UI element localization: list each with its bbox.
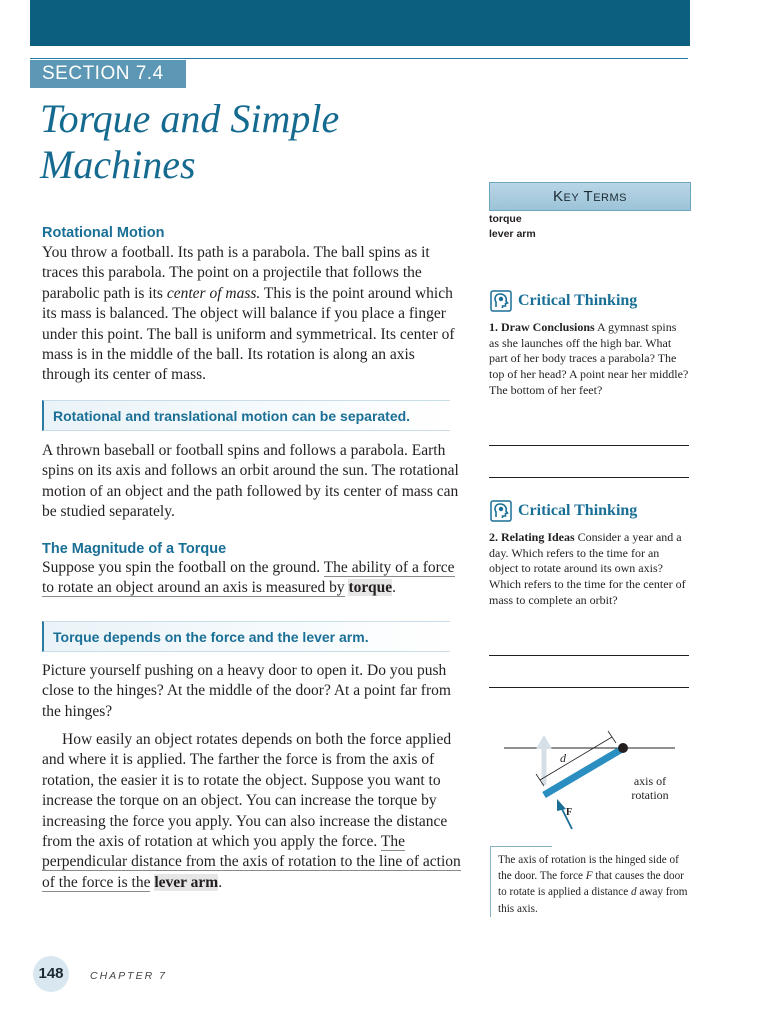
lever-arm-definition-underline: The perpendicular distance from the axis of rotation to the line of action of the force is the [42,833,461,891]
heading-rotational-motion: Rotational Motion [42,225,165,241]
critical-thinking-label: Critical Thinking [518,502,638,519]
key-term-list-item: lever arm [489,228,536,240]
door-torque-diagram [500,725,690,835]
force-arrowhead [557,799,566,811]
answer-line[interactable] [489,655,689,656]
critical-thinking-question: 1. Draw Conclusions A gymnast spins as she launches off the high bar. What part of her body traces a parabola? The top of her head? A point near her middle? The bottom of her feet? [489,320,689,397]
distance-label: d [560,751,566,765]
paragraph-torque-definition: Suppose you spin the football on the ground. The ability of a force to rotate an object around an axis is measured by torque. [42,559,455,597]
header-rule [30,58,688,59]
paragraph-door: Picture yourself pushing on a heavy door to open it. Do you push close to the hinges? At the middle of the door? At a point far from the hinges? [42,662,451,720]
axis-label: rotation [631,788,669,802]
key-terms-title: Key Terms [552,188,628,205]
answer-line[interactable] [489,687,689,688]
key-term-list-item: torque [489,213,522,225]
key-term-torque: torque [348,579,393,597]
hinge-pivot [618,743,628,753]
critical-thinking-question: 2. Relating Ideas Consider a year and a day. Which refers to the time for an object to rotate around its own axis? Which refers to the time for the center of mass to complete an orbit? [489,530,686,607]
critical-thinking-header [490,290,690,314]
chapter-label: CHAPTER 7 [90,970,167,982]
answer-line[interactable] [489,445,689,446]
section-label: SECTION 7.4 [30,60,186,88]
axis-label: axis of [633,774,667,788]
torque-definition-underline: The ability of a force to rotate an object around an axis is measured by [42,559,455,597]
paragraph-thrown-ball: A thrown baseball or football spins and follows a parabola. Earth spins on its axis and follows an orbit around the sun. The rotational motion of an object and the path followed by its center of mass can be studied separately. [42,442,459,521]
figure-caption: The axis of rotation is the hinged side of the door. The force F that causes the door to rotate is applied a distance d away from this axis. [490,846,690,917]
callout-torque-depends: Torque depends on the force and the lever arm. [42,621,450,652]
key-terms-header [489,182,691,211]
page-title: Torque and Simple Machines [40,96,340,187]
paragraph-lever-arm: How easily an object rotates depends on both the force applied and where it is applied. The farther the force is from the axis of rotation, the easier it is to rotate the object. Suppose you want to increase the torque on an object. You can increase the torque by increasing the force you apply. You can also increase the distance from the axis of rotation at which you apply the force. The perpendicular distance from the axis of rotation to the line of action of the force is the lever arm. [42,731,461,891]
door-bar [544,749,622,795]
page-number: 148 [33,956,69,992]
answer-line[interactable] [489,477,689,478]
critical-thinking-header [490,500,690,524]
force-label: F [566,807,573,818]
top-banner [30,0,690,46]
rotation-arrowhead [536,735,552,749]
critical-thinking-label: Critical Thinking [518,292,638,309]
thinking-head-icon [490,290,512,312]
paragraph-rotational-motion: You throw a football. Its path is a parabola. The ball spins as it traces this parabola. The point on a projectile that follows the parabolic path is its center of mass. This is the point around which its mass is balanced. The object will balance if you place a finger under this point. The ball is uniform and symmetrical. Its center of mass is in the middle of the ball. Its rotation is along an axis through its center of mass. [42,244,455,384]
thinking-head-icon [490,500,512,522]
heading-magnitude-torque: The Magnitude of a Torque [42,541,227,557]
callout-rotational-translational: Rotational and translational motion can be separated. [42,400,450,431]
dimension-tick [608,731,616,743]
key-term-lever-arm: lever arm [154,873,219,891]
